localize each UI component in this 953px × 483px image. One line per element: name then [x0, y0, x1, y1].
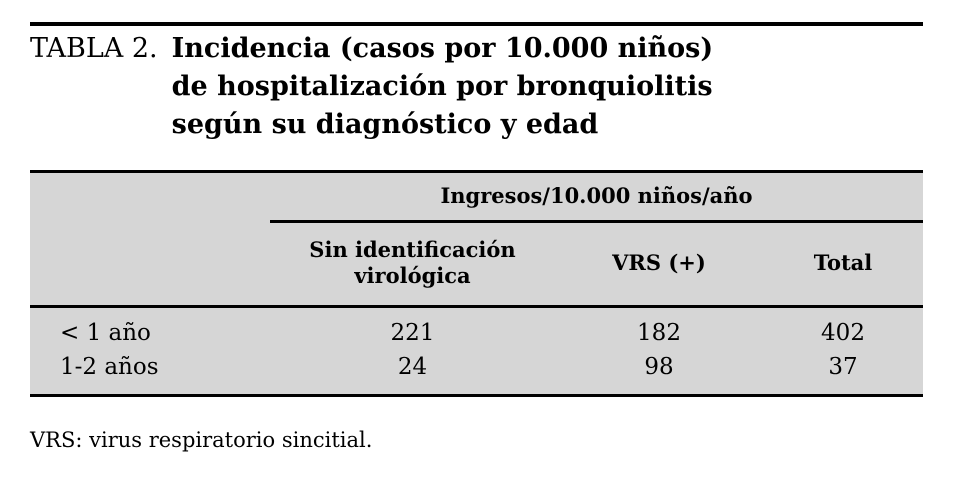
row-0-vrs: 182 — [637, 320, 681, 346]
column-header-total: Total — [813, 250, 873, 275]
group-header-spacer — [30, 173, 270, 220]
caption-label: TABLA 2. — [30, 33, 158, 64]
row-0-sin-identificacion: 221 — [390, 320, 435, 346]
column-header-vrs: VRS (+) — [612, 250, 706, 275]
data-table — [30, 170, 923, 397]
row-1-total: 37 — [828, 354, 858, 380]
row-0-total: 402 — [821, 320, 865, 346]
top-divider — [30, 22, 923, 26]
row-label-0: < 1 año — [60, 320, 151, 346]
row-1-vrs: 98 — [644, 354, 674, 380]
column-header-empty — [30, 223, 270, 305]
caption-line-1: Incidencia (casos por 10.000 niños) — [171, 33, 714, 64]
table-footnote: VRS: virus respiratorio sincitial. — [30, 428, 373, 452]
column-header-sin-identificacion — [270, 223, 555, 305]
caption-line-3: según su diagnóstico y edad — [171, 109, 599, 140]
table-row — [30, 308, 923, 350]
table-bottom-rule-row — [30, 394, 923, 397]
row-label-1: 1-2 años — [60, 354, 159, 380]
table-row — [30, 350, 923, 394]
caption-title — [172, 30, 714, 144]
group-header-row — [30, 173, 923, 220]
data-table-wrapper — [30, 170, 923, 397]
caption-line-2: de hospitalización por bronquiolitis — [171, 71, 713, 102]
column-header-row — [30, 223, 923, 305]
table-caption — [30, 30, 923, 144]
group-header-label: Ingresos/10.000 niños/año — [440, 183, 753, 208]
column-header-sin-identificacion-line2: virológica — [354, 263, 471, 288]
column-header-sin-identificacion-line1: Sin identificación — [309, 237, 516, 262]
row-1-sin-identificacion: 24 — [397, 354, 428, 380]
